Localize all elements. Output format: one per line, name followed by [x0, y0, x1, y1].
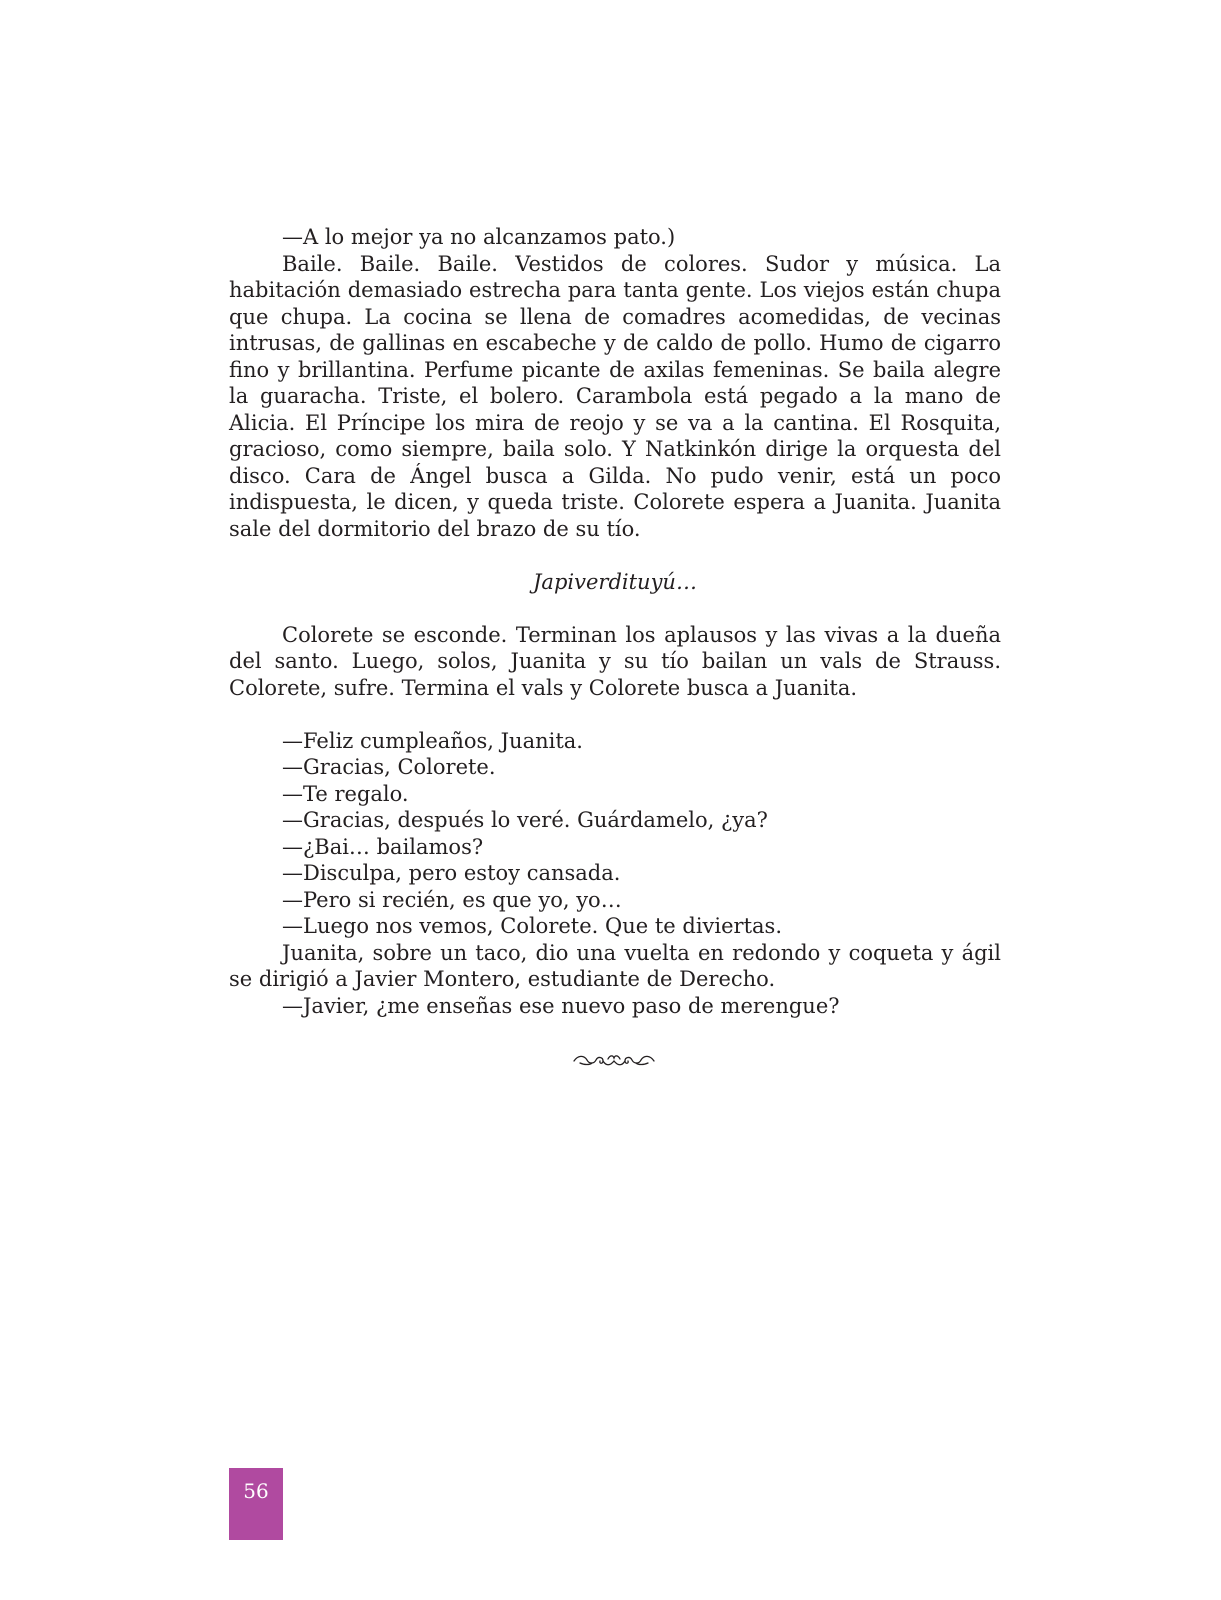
paragraph-party-description: Baile. Baile. Baile. Vestidos de colores. Sudor y música. La habitación demasiado estrecha para tanta gente. Los viejos están chupa que chupa. La cocina se llena de comadres acomedidas, de vecinas intrusas, de gallinas en escabeche y de caldo de pollo. Humo de cigarro fino y brillantina. Perfume picante de axilas femeninas. Se baila alegre la guaracha. Triste, el bolero. Carambola está pegado a la mano de Alicia. El Príncipe los mira de reojo y se va a la cantina. El Rosquita, gracioso, como siempre, baila solo. Y Natkinkón dirige la orquesta del disco. Cara de Ángel busca a Gilda. No pudo venir, está un poco indispuesta, le dicen, y queda triste. Colorete espera a Juanita. Juanita sale del dormitorio del brazo de su tío.	[229, 251, 1001, 541]
spacer	[229, 595, 1001, 622]
dialogue-line: —Feliz cumpleaños, Juanita.	[282, 728, 583, 753]
paragraph-closing-line: —A lo mejor ya no alcanzamos pato.)	[282, 225, 676, 249]
song-line: Japiverdituyú…	[533, 569, 697, 594]
paragraph-waltz: Colorete se esconde. Terminan los aplausos y las vivas a la dueña del santo. Luego, solos, Juanita y su tío bailan un vals de Strauss. Colorete, sufre. Termina el vals y Colorete busca a Juanita.	[229, 622, 1001, 700]
dialogue-line: —Gracias, Colorete.	[282, 755, 496, 779]
flourish-ornament-icon	[572, 1052, 656, 1068]
spacer	[229, 542, 1001, 569]
spacer	[229, 701, 1001, 728]
dialogue-line: —¿Bai… bailamos?	[282, 834, 484, 859]
dialogue-line: —Te regalo.	[282, 781, 409, 806]
page-number-badge	[229, 1468, 283, 1540]
dialogue-line: —Disculpa, pero estoy cansada.	[282, 861, 621, 885]
paragraph-juanita-turn: Juanita, sobre un taco, dio una vuelta en redondo y coqueta y ágil se dirigió a Javier Montero, estudiante de Derecho.	[229, 940, 1001, 991]
dialogue-line: —Gracias, después lo veré. Guárdamelo, ¿ya?	[282, 808, 768, 832]
dialogue-line: —Luego nos vemos, Colorete. Que te diviertas.	[282, 914, 783, 938]
page-number: 56	[243, 1479, 269, 1503]
dialogue-line: —Pero si recién, es que yo, yo…	[282, 887, 622, 912]
paragraph-final-question: —Javier, ¿me enseñas ese nuevo paso de merengue?	[282, 993, 840, 1018]
main-text	[229, 224, 1001, 1019]
